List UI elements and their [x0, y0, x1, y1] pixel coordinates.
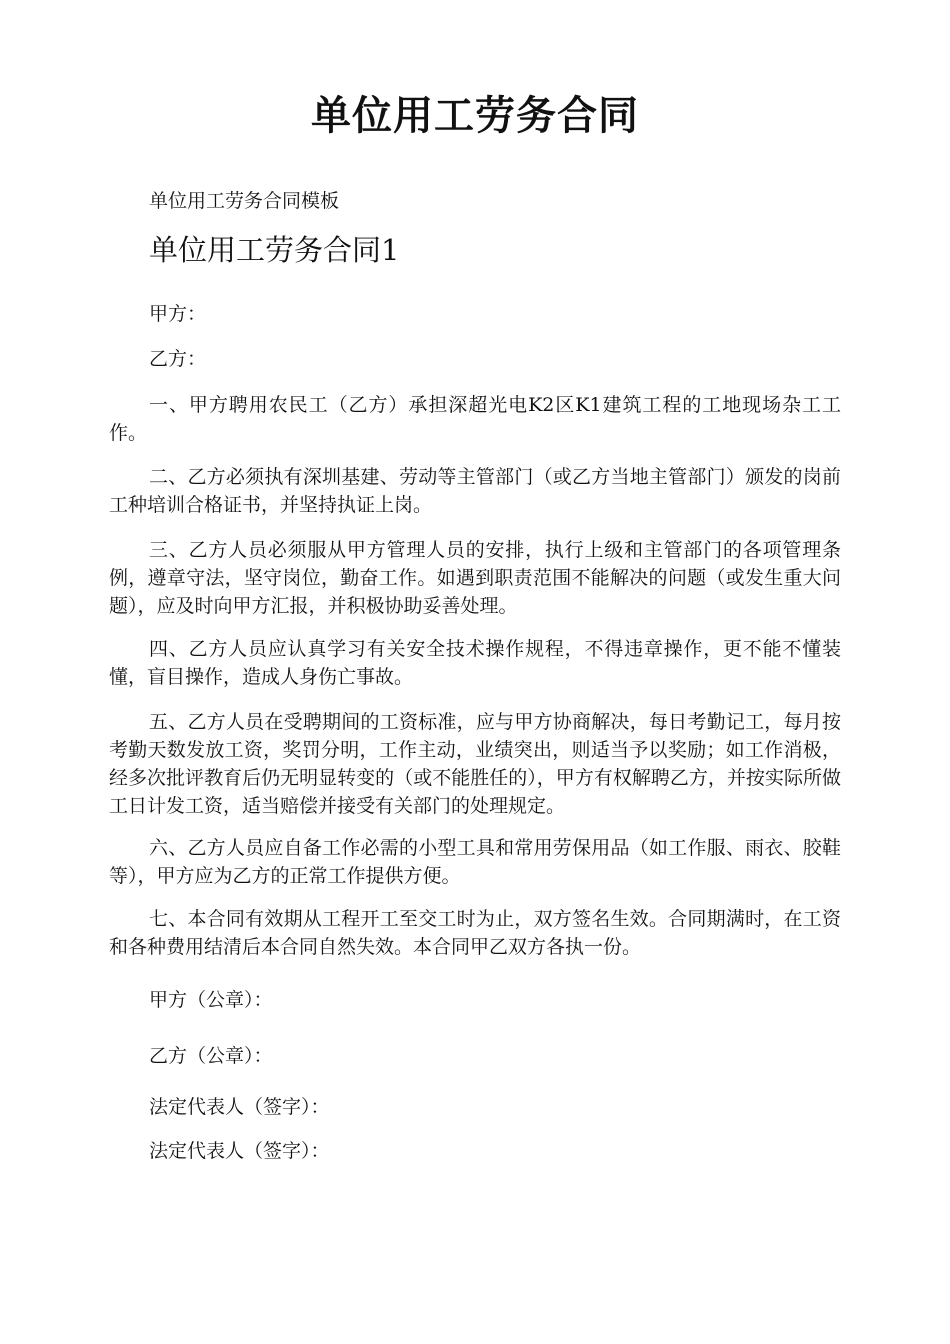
clause-3: 三、乙方人员必须服从甲方管理人员的安排，执行上级和主管部门的各项管理条例，遵章守法，坚守岗位，勤奋工作。如遇到职责范围不能解决的问题（或发生重大问题），应及时向甲方汇报，并积极协助妥善处理。	[109, 539, 841, 617]
party-b-label: 乙方：	[149, 348, 207, 370]
section-heading: 单位用工劳务合同1	[149, 233, 400, 267]
legal-representative-signature-a: 法定代表人（签字）：	[149, 1096, 330, 1118]
party-a-label: 甲方：	[149, 303, 207, 325]
document-subtitle: 单位用工劳务合同模板	[149, 190, 340, 212]
clause-2: 二、乙方必须执有深圳基建、劳动等主管部门（或乙方当地主管部门）颁发的岗前工种培训合格证书，并坚持执证上岗。	[109, 466, 841, 516]
clause-1: 一、甲方聘用农民工（乙方）承担深超光电K2区K1建筑工程的工地现场杂工工作。	[109, 394, 841, 444]
party-a-seal-line: 甲方（公章）：	[149, 989, 273, 1011]
clause-6: 六、乙方人员应自备工作必需的小型工具和常用劳保用品（如工作服、雨衣、胶鞋等），甲方应为乙方的正常工作提供方便。	[109, 837, 841, 887]
legal-representative-signature-b: 法定代表人（签字）：	[149, 1140, 330, 1162]
party-b-seal-line: 乙方（公章）：	[149, 1045, 273, 1067]
clause-5: 五、乙方人员在受聘期间的工资标准，应与甲方协商解决，每日考勤记工，每月按考勤天数发放工资，奖罚分明，工作主动，业绩突出，则适当予以奖励；如工作消极，经多次批评教育后仍无明显转变的（或不能胜任的），甲方有权解聘乙方，并按实际所做工日计发工资，适当赔偿并接受有关部门的处理规定。	[109, 711, 841, 817]
clause-4: 四、乙方人员应认真学习有关安全技术操作规程，不得违章操作，更不能不懂装懂，盲目操作，造成人身伤亡事故。	[109, 638, 841, 688]
document-title: 单位用工劳务合同	[311, 92, 639, 139]
clause-7: 七、本合同有效期从工程开工至交工时为止，双方签名生效。合同期满时，在工资和各种费用结清后本合同自然失效。本合同甲乙双方各执一份。	[109, 908, 841, 958]
